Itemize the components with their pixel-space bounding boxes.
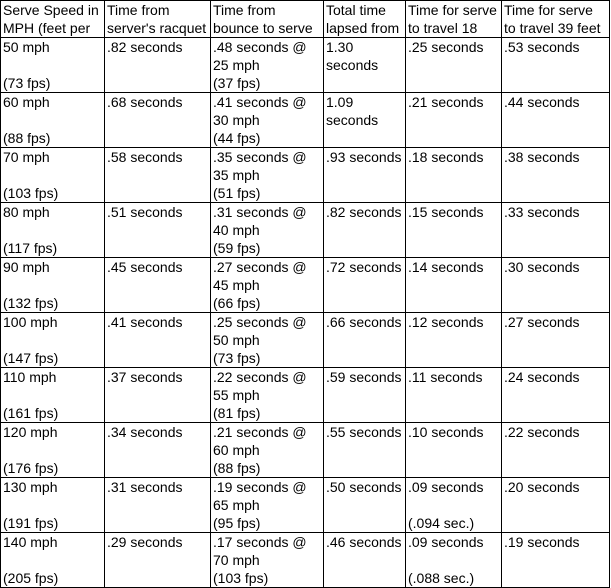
cell-time-from-racquet: .37 seconds: [105, 368, 211, 423]
cell-time-from-racquet: .82 seconds: [105, 38, 211, 93]
cell-total-time: .72 seconds: [324, 258, 406, 313]
cell-time-39-feet: .44 seconds: [502, 93, 610, 148]
header-row: [1, 1, 610, 38]
cell-total-time: .93 seconds: [324, 148, 406, 203]
header-time-18-feet: Time for serve to travel 18: [406, 1, 502, 38]
cell-time-18-feet: .18 seconds: [406, 148, 502, 203]
cell-serve-speed: 80 mph (117 fps): [1, 203, 105, 258]
table-row: [1, 93, 610, 148]
cell-serve-speed: 140 mph (205 fps): [1, 533, 105, 588]
cell-time-39-feet: .24 seconds: [502, 368, 610, 423]
cell-time-18-feet: .12 seconds: [406, 313, 502, 368]
cell-serve-speed: 120 mph (176 fps): [1, 423, 105, 478]
table-row: [1, 313, 610, 368]
table-row: [1, 478, 610, 533]
cell-time-18-feet: .11 seconds: [406, 368, 502, 423]
cell-time-from-bounce: .31 seconds @ 40 mph (59 fps): [211, 203, 324, 258]
cell-time-from-racquet: .41 seconds: [105, 313, 211, 368]
cell-time-from-bounce: .17 seconds @ 70 mph (103 fps): [211, 533, 324, 588]
cell-time-from-racquet: .34 seconds: [105, 423, 211, 478]
cell-time-39-feet: .38 seconds: [502, 148, 610, 203]
table-row: [1, 423, 610, 478]
cell-total-time: .82 seconds: [324, 203, 406, 258]
cell-time-18-feet: .10 seconds: [406, 423, 502, 478]
cell-time-from-racquet: .51 seconds: [105, 203, 211, 258]
header-total-time: Total time lapsed from: [324, 1, 406, 38]
cell-total-time: .59 seconds: [324, 368, 406, 423]
cell-time-18-feet: .15 seconds: [406, 203, 502, 258]
cell-time-from-bounce: .22 seconds @ 55 mph (81 fps): [211, 368, 324, 423]
cell-time-39-feet: .19 seconds: [502, 533, 610, 588]
cell-time-39-feet: .30 seconds: [502, 258, 610, 313]
header-time-from-bounce: Time from bounce to serve: [211, 1, 324, 38]
cell-time-from-racquet: .29 seconds: [105, 533, 211, 588]
cell-total-time: .55 seconds: [324, 423, 406, 478]
table-row: [1, 203, 610, 258]
cell-serve-speed: 70 mph (103 fps): [1, 148, 105, 203]
cell-time-from-racquet: .58 seconds: [105, 148, 211, 203]
table-row: [1, 258, 610, 313]
table-row: [1, 38, 610, 93]
cell-serve-speed: 100 mph (147 fps): [1, 313, 105, 368]
cell-time-from-racquet: .45 seconds: [105, 258, 211, 313]
cell-total-time: 1.30 seconds: [324, 38, 406, 93]
cell-time-from-bounce: .41 seconds @ 30 mph (44 fps): [211, 93, 324, 148]
header-serve-speed: Serve Speed in MPH (feet per: [1, 1, 105, 38]
cell-total-time: 1.09 seconds: [324, 93, 406, 148]
cell-time-18-feet: .14 seconds: [406, 258, 502, 313]
cell-serve-speed: 50 mph (73 fps): [1, 38, 105, 93]
cell-time-from-racquet: .31 seconds: [105, 478, 211, 533]
cell-time-18-feet: .21 seconds: [406, 93, 502, 148]
cell-serve-speed: 90 mph (132 fps): [1, 258, 105, 313]
cell-time-39-feet: .27 seconds: [502, 313, 610, 368]
cell-serve-speed: 130 mph (191 fps): [1, 478, 105, 533]
cell-time-from-bounce: .27 seconds @ 45 mph (66 fps): [211, 258, 324, 313]
cell-time-from-racquet: .68 seconds: [105, 93, 211, 148]
cell-time-18-feet: .09 seconds (.088 sec.): [406, 533, 502, 588]
cell-time-from-bounce: .48 seconds @ 25 mph (37 fps): [211, 38, 324, 93]
cell-total-time: .46 seconds: [324, 533, 406, 588]
table-row: [1, 533, 610, 588]
cell-serve-speed: 110 mph (161 fps): [1, 368, 105, 423]
cell-total-time: .50 seconds: [324, 478, 406, 533]
cell-time-from-bounce: .25 seconds @ 50 mph (73 fps): [211, 313, 324, 368]
cell-time-39-feet: .33 seconds: [502, 203, 610, 258]
cell-time-18-feet: .25 seconds: [406, 38, 502, 93]
header-time-39-feet: Time for serve to travel 39 feet: [502, 1, 610, 38]
cell-time-39-feet: .53 seconds: [502, 38, 610, 93]
table-row: [1, 148, 610, 203]
cell-time-from-bounce: .19 seconds @ 65 mph (95 fps): [211, 478, 324, 533]
cell-time-39-feet: .20 seconds: [502, 478, 610, 533]
header-time-from-racquet: Time from server's racquet: [105, 1, 211, 38]
cell-time-from-bounce: .21 seconds @ 60 mph (88 fps): [211, 423, 324, 478]
cell-time-from-bounce: .35 seconds @ 35 mph (51 fps): [211, 148, 324, 203]
cell-time-18-feet: .09 seconds (.094 sec.): [406, 478, 502, 533]
cell-time-39-feet: .22 seconds: [502, 423, 610, 478]
table-row: [1, 368, 610, 423]
cell-total-time: .66 seconds: [324, 313, 406, 368]
cell-serve-speed: 60 mph (88 fps): [1, 93, 105, 148]
